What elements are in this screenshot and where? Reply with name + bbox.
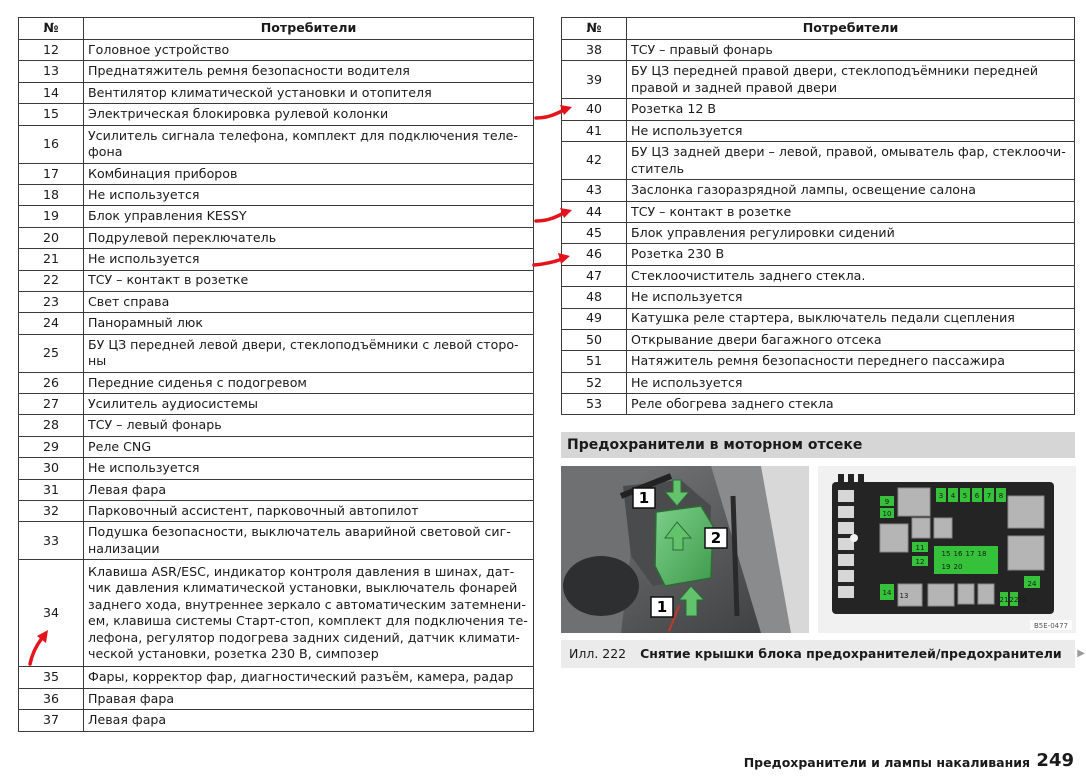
fuse-number: 17 — [19, 163, 84, 184]
left-table-body — [19, 40, 534, 732]
right-fuse-table — [561, 17, 1075, 415]
table-row — [19, 479, 534, 500]
fuse-number: 33 — [19, 522, 84, 560]
fuse-consumer: Не используется — [627, 372, 1075, 393]
table-row — [19, 334, 534, 372]
fuse-consumer: Клавиша ASR/ESC, индикатор контроля давления в шинах, дат-чик давления климатической установки, выключатель фонарей заднего хода, внутреннее зеркало с автоматическим затемнени-ем, клавиша системы Старт-стоп, комплект для подключения те-лефона, регулятор подогрева задних сидений, датчик климати-ческой установки, розетка 230 В, симпозер — [84, 560, 534, 667]
fuse-consumer: Усилитель сигнала телефона, комплект для подключения теле-фона — [84, 125, 534, 163]
table-row — [19, 184, 534, 205]
svg-text:11: 11 — [915, 544, 925, 552]
table-row — [562, 61, 1075, 99]
fuse-consumer: Левая фара — [84, 710, 534, 731]
fuse-number: 44 — [562, 201, 627, 222]
fuse-consumer: Комбинация приборов — [84, 163, 534, 184]
highlight-arrow-icon — [532, 250, 572, 268]
table-row — [562, 180, 1075, 201]
fuse-consumer: Вентилятор климатической установки и отопителя — [84, 82, 534, 103]
fuse-number: 16 — [19, 125, 84, 163]
table-row — [19, 372, 534, 393]
fuse-number: 35 — [19, 667, 84, 688]
fuse-consumer: Не используется — [84, 184, 534, 205]
fuse-consumer: ТСУ – контакт в розетке — [84, 270, 534, 291]
figure-caption — [561, 640, 1085, 668]
fuse-consumer: Заслонка газоразрядной лампы, освещение салона — [627, 180, 1075, 201]
fuse-consumer: ТСУ – контакт в розетке — [627, 201, 1075, 222]
svg-text:18: 18 — [977, 550, 987, 558]
table-row — [562, 120, 1075, 141]
table-row — [19, 163, 534, 184]
highlight-arrow-icon — [26, 628, 52, 668]
fuse-consumer: Блок управления KESSY — [84, 206, 534, 227]
callout-1-top: 1 — [638, 489, 650, 507]
fuse-number: 43 — [562, 180, 627, 201]
highlight-arrow-icon — [534, 104, 574, 122]
fuse-number: 21 — [19, 249, 84, 270]
fuse-consumer: ТСУ – правый фонарь — [627, 40, 1075, 61]
table-row — [562, 351, 1075, 372]
fuse-consumer: Правая фара — [84, 688, 534, 709]
fuse-number: 13 — [19, 61, 84, 82]
fuse-number: 12 — [19, 40, 84, 61]
svg-text:22: 22 — [1009, 596, 1019, 604]
fuse-box-photo — [561, 466, 809, 633]
fuse-consumer: Реле CNG — [84, 436, 534, 457]
column-header-consumers: Потребители — [84, 18, 534, 40]
table-row — [19, 104, 534, 125]
table-row — [19, 667, 534, 688]
fuse-number: 27 — [19, 394, 84, 415]
caption-marker-icon: ▶ — [1077, 648, 1085, 659]
table-row — [19, 501, 534, 522]
fuse-number: 50 — [562, 329, 627, 350]
fuse-number: 39 — [562, 61, 627, 99]
figure-code: B5E-0477 — [1033, 622, 1069, 630]
fuse-number: 18 — [19, 184, 84, 205]
table-row — [562, 308, 1075, 329]
fuse-number: 36 — [19, 688, 84, 709]
table-row — [19, 40, 534, 61]
fuse-number: 23 — [19, 291, 84, 312]
fuse-consumer: Не используется — [84, 458, 534, 479]
fuse-consumer: ТСУ – левый фонарь — [84, 415, 534, 436]
fuse-consumer: Реле обогрева заднего стекла — [627, 394, 1075, 415]
fuse-consumer: Головное устройство — [84, 40, 534, 61]
svg-text:19: 19 — [941, 563, 951, 571]
fuse-number: 49 — [562, 308, 627, 329]
fuse-number: 41 — [562, 120, 627, 141]
table-row — [19, 458, 534, 479]
table-row — [19, 710, 534, 731]
svg-text:12: 12 — [915, 558, 925, 566]
table-row — [562, 265, 1075, 286]
fuse-number: 28 — [19, 415, 84, 436]
fuse-number: 20 — [19, 227, 84, 248]
table-row — [19, 82, 534, 103]
fuse-consumer: Блок управления регулировки сидений — [627, 222, 1075, 243]
table-row — [562, 287, 1075, 308]
section-heading: Предохранители в моторном отсеке — [561, 432, 1075, 458]
fuse-number: 47 — [562, 265, 627, 286]
fuse-consumer: Стеклоочиститель заднего стекла. — [627, 265, 1075, 286]
table-row — [19, 270, 534, 291]
fuse-consumer: Преднатяжитель ремня безопасности водителя — [84, 61, 534, 82]
fuse-number: 46 — [562, 244, 627, 265]
fuse-layout-diagram — [818, 466, 1076, 633]
fuse-number: 22 — [19, 270, 84, 291]
callout-1-bottom: 1 — [656, 598, 668, 616]
svg-text:9: 9 — [884, 498, 890, 506]
fuse-consumer: Не используется — [627, 120, 1075, 141]
fuse-number: 19 — [19, 206, 84, 227]
highlight-arrow-icon — [534, 207, 574, 225]
svg-text:4: 4 — [950, 492, 956, 500]
table-row — [19, 249, 534, 270]
table-row — [19, 560, 534, 667]
fuse-consumer: Розетка 230 В — [627, 244, 1075, 265]
fuse-box-photo-illustration — [561, 466, 809, 633]
fuse-consumer: БУ ЦЗ передней правой двери, стеклоподъёмники передней правой и задней правой двери — [627, 61, 1075, 99]
fuse-number: 40 — [562, 99, 627, 120]
svg-text:6: 6 — [974, 492, 980, 500]
svg-text:16: 16 — [953, 550, 963, 558]
table-row — [19, 313, 534, 334]
fuse-box-diagram — [818, 466, 1076, 633]
table-row — [19, 61, 534, 82]
svg-text:14: 14 — [882, 589, 892, 597]
figure-title: Снятие крышки блока предохранителей/предохранители — [640, 646, 1062, 661]
fuse-consumer: Не используется — [627, 287, 1075, 308]
table-row — [562, 222, 1075, 243]
table-row — [19, 394, 534, 415]
fuse-number: 48 — [562, 287, 627, 308]
fuse-number: 30 — [19, 458, 84, 479]
left-fuse-table — [18, 17, 534, 732]
fuse-number: 26 — [19, 372, 84, 393]
fuse-number: 29 — [19, 436, 84, 457]
table-row — [562, 40, 1075, 61]
table-row — [19, 227, 534, 248]
table-row — [562, 394, 1075, 415]
table-row — [562, 329, 1075, 350]
fuse-consumer: Усилитель аудиосистемы — [84, 394, 534, 415]
svg-text:10: 10 — [882, 510, 892, 518]
table-row — [19, 415, 534, 436]
column-header-consumers: Потребители — [627, 18, 1075, 40]
fuse-consumer: Фары, корректор фар, диагностический разъём, камера, радар — [84, 667, 534, 688]
fuse-number: 31 — [19, 479, 84, 500]
fuse-number: 45 — [562, 222, 627, 243]
column-header-number: № — [562, 18, 627, 40]
table-row — [19, 522, 534, 560]
fuse-consumer: Натяжитель ремня безопасности переднего пассажира — [627, 351, 1075, 372]
fuse-consumer: Электрическая блокировка рулевой колонки — [84, 104, 534, 125]
table-row — [19, 206, 534, 227]
svg-text:20: 20 — [953, 563, 963, 571]
fuse-number: 24 — [19, 313, 84, 334]
column-header-number: № — [19, 18, 84, 40]
table-row — [562, 201, 1075, 222]
fuse-consumer: Панорамный люк — [84, 313, 534, 334]
svg-text:17: 17 — [965, 550, 975, 558]
fuse-number: 34 — [19, 560, 84, 667]
svg-text:24: 24 — [1027, 580, 1037, 588]
footer-section-title: Предохранители и лампы накаливания — [743, 755, 1030, 770]
svg-text:21: 21 — [999, 596, 1009, 604]
svg-text:8: 8 — [998, 492, 1004, 500]
table-row — [19, 688, 534, 709]
callout-2: 2 — [710, 529, 722, 547]
svg-text:3: 3 — [938, 492, 944, 500]
svg-text:15: 15 — [941, 550, 951, 558]
svg-text:7: 7 — [986, 492, 992, 500]
fuse-number: 42 — [562, 142, 627, 180]
fuse-number: 38 — [562, 40, 627, 61]
table-row — [19, 125, 534, 163]
fuse-number: 51 — [562, 351, 627, 372]
fuse-consumer: Свет справа — [84, 291, 534, 312]
fuse-number: 25 — [19, 334, 84, 372]
fuse-number: 37 — [19, 710, 84, 731]
fuse-number: 14 — [19, 82, 84, 103]
svg-text:13: 13 — [899, 592, 909, 600]
table-row — [562, 99, 1075, 120]
fuse-consumer: БУ ЦЗ задней двери – левой, правой, омыватель фар, стеклоочи-ститель — [627, 142, 1075, 180]
fuse-number: 32 — [19, 501, 84, 522]
fuse-consumer: Подрулевой переключатель — [84, 227, 534, 248]
fuse-consumer: Подушка безопасности, выключатель аварийной световой сиг-нализации — [84, 522, 534, 560]
fuse-number: 15 — [19, 104, 84, 125]
fuse-number: 52 — [562, 372, 627, 393]
fuse-number: 53 — [562, 394, 627, 415]
fuse-consumer: Левая фара — [84, 479, 534, 500]
fuse-consumer: Катушка реле стартера, выключатель педали сцепления — [627, 308, 1075, 329]
fuse-consumer: БУ ЦЗ передней левой двери, стеклоподъёмники с левой сторо-ны — [84, 334, 534, 372]
fuse-consumer: Парковочный ассистент, парковочный автопилот — [84, 501, 534, 522]
figure-label: Илл. 222 — [569, 646, 627, 661]
fuse-consumer: Не используется — [84, 249, 534, 270]
table-row — [562, 244, 1075, 265]
svg-text:5: 5 — [962, 492, 968, 500]
right-table-body — [562, 40, 1075, 415]
table-row — [562, 372, 1075, 393]
table-row — [19, 291, 534, 312]
svg-text:23: 23 — [1017, 596, 1027, 604]
fuse-consumer: Открывание двери багажного отсека — [627, 329, 1075, 350]
table-row — [562, 142, 1075, 180]
fuse-consumer: Розетка 12 В — [627, 99, 1075, 120]
page-number: 249 — [1036, 750, 1074, 771]
table-row — [19, 436, 534, 457]
fuse-consumer: Передние сиденья с подогревом — [84, 372, 534, 393]
